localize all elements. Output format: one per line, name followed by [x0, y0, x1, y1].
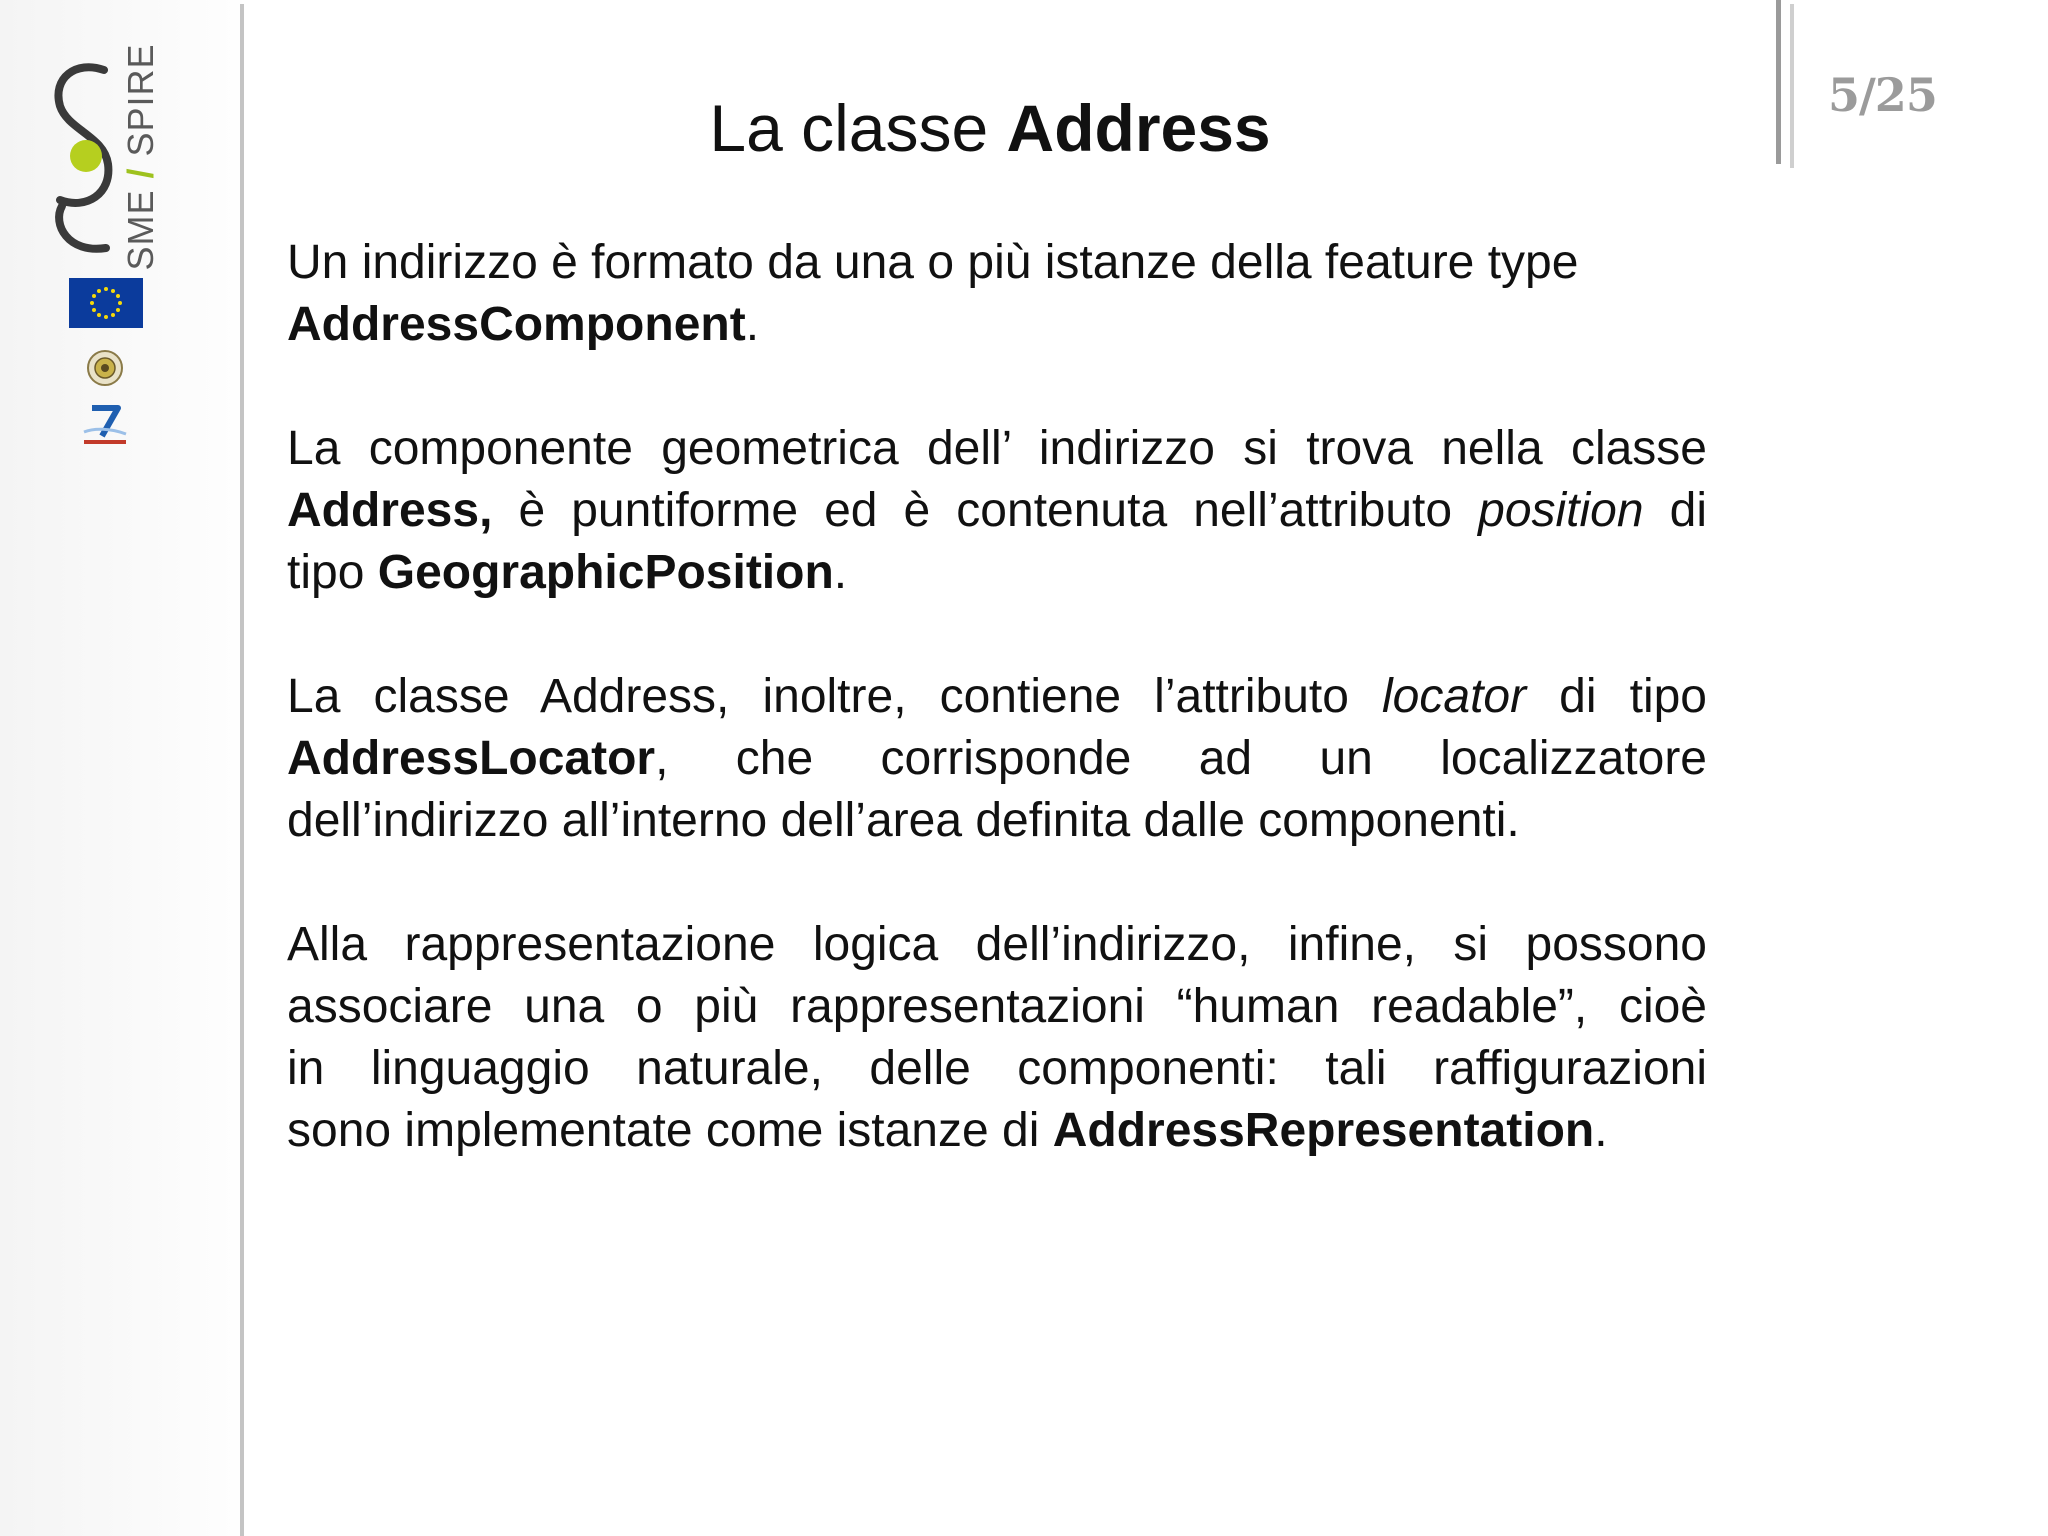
- p2-text-4: tipo: [287, 546, 378, 599]
- sidebar-divider: [240, 4, 244, 1536]
- p2-text-2: è puntiforme ed è contenuta nell’attributo: [492, 484, 1479, 537]
- p1-period: .: [745, 298, 760, 351]
- p2-italic-term: position: [1478, 484, 1644, 537]
- slide-title: [300, 88, 1680, 168]
- fp7-cooperation-icon: [80, 402, 130, 446]
- p3-italic-term: locator: [1382, 670, 1527, 723]
- p3-text-3: , che corrisponde ad un localizzatore: [655, 732, 1707, 785]
- p1-bold-term: AddressComponent: [287, 298, 746, 351]
- p3-text-2: di tipo: [1526, 670, 1708, 723]
- brand-name: [118, 43, 164, 271]
- p3-line-3: dell’indirizzo all’interno dell’area definita dalle componenti.: [287, 794, 1520, 847]
- p2-bold-term-2: GeographicPosition: [377, 546, 834, 599]
- p4-line-3: in linguaggio naturale, delle componenti: tali raffigurazioni: [287, 1042, 1707, 1095]
- p4-text-4: sono implementate come istanze di: [287, 1104, 1053, 1157]
- paragraph-4: [287, 914, 1707, 1162]
- paragraph-3: [287, 666, 1707, 852]
- p1-line-1: Un indirizzo è formato da una o più istanze della feature type: [287, 236, 1579, 289]
- p2-text-3: di: [1643, 484, 1708, 537]
- p2-line-1: La componente geometrica dell’ indirizzo si trova nella classe: [287, 422, 1707, 475]
- p3-text-1: La classe Address, inoltre, contiene l’attributo: [287, 670, 1383, 723]
- paragraph-1: [287, 232, 1707, 356]
- p2-bold-term: Address,: [287, 484, 493, 537]
- brand-slash: /: [120, 167, 161, 179]
- p4-line-1: Alla rappresentazione logica dell’indirizzo, infine, si possono: [287, 918, 1707, 971]
- p4-bold-term: AddressRepresentation: [1052, 1104, 1595, 1157]
- brand-sme: SME: [120, 189, 161, 271]
- page-number: 5/25: [1828, 68, 1937, 122]
- title-plain: La classe: [709, 91, 1007, 165]
- header-divider: [1776, 0, 1796, 170]
- p4-period: .: [1594, 1104, 1608, 1157]
- paragraph-2: [287, 418, 1707, 604]
- university-seal-icon: [86, 349, 124, 387]
- p4-line-2: associare una o più rappresentazioni “human readable”, cioè: [287, 980, 1707, 1033]
- slide-body: [287, 232, 1707, 1224]
- title-bold: Address: [1006, 91, 1271, 165]
- p2-period: .: [833, 546, 848, 599]
- brand-spire: SPIRE: [120, 43, 161, 157]
- eu-flag-icon: [69, 278, 143, 328]
- p3-bold-term: AddressLocator: [287, 732, 656, 785]
- sidebar: [0, 0, 242, 1536]
